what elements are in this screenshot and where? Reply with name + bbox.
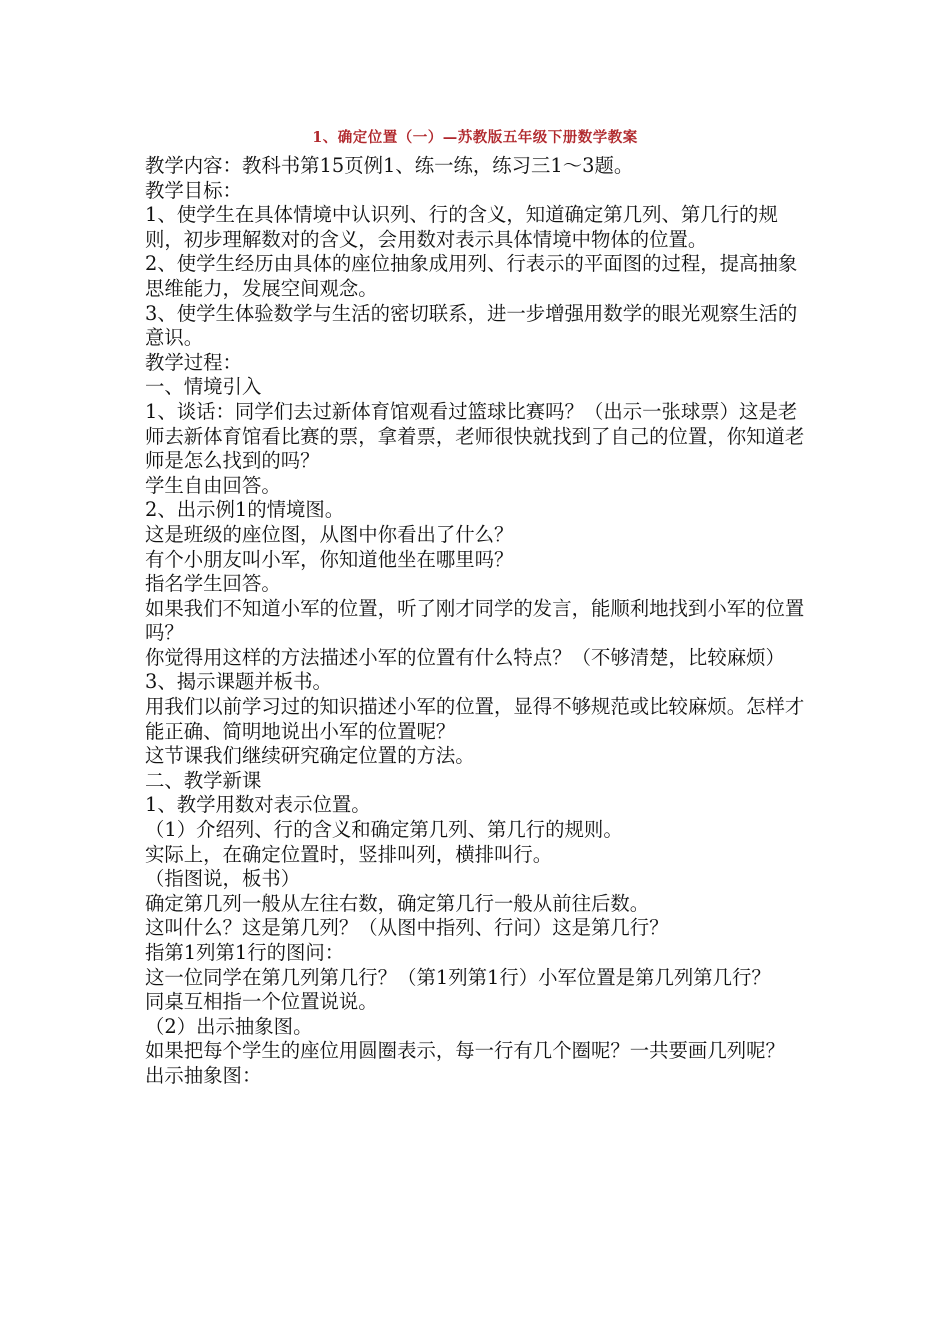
paragraph: 实际上，在确定位置时，竖排叫列，横排叫行。 xyxy=(145,842,553,866)
paragraph: 同桌互相指一个位置说说。 xyxy=(145,990,378,1014)
paragraph: 3、使学生体验数学与生活的密切联系，进一步增强用数学的眼光观察生活的意识。 xyxy=(145,301,798,350)
paragraph: （指图说，板书） xyxy=(145,867,301,891)
paragraph: 有个小朋友叫小军，你知道他坐在哪里吗？ xyxy=(145,547,514,571)
paragraph: 学生自由回答。 xyxy=(145,473,281,497)
paragraph: 如果把每个学生的座位用圆圈表示，每一行有几个圈呢？一共要画几列呢？ xyxy=(145,1039,785,1063)
paragraph: 教学过程： xyxy=(145,350,242,374)
section-heading: 二、教学新课 xyxy=(145,768,262,792)
section-heading: 一、情境引入 xyxy=(145,375,262,399)
paragraph: 教学目标： xyxy=(145,178,242,202)
paragraph: 用我们以前学习过的知识描述小军的位置，显得不够规范或比较麻烦。怎样才能正确、简明地说出小军的位置呢？ xyxy=(145,695,805,743)
paragraph: 1、谈话：同学们去过新体育馆观看过篮球比赛吗？（出示一张球票）这是老师去新体育馆看比赛的票，拿着票，老师很快就找到了自己的位置，你知道老师是怎么找到的吗？ xyxy=(145,399,805,473)
paragraph: 这叫什么？这是第几列？（从图中指列、行问）这是第几行？ xyxy=(145,916,669,940)
paragraph: 指名学生回答。 xyxy=(145,572,281,596)
paragraph: 确定第几列一般从左往右数，确定第几行一般从前往后数。 xyxy=(145,891,650,915)
paragraph: 1、教学用数对表示位置。 xyxy=(145,793,371,817)
paragraph: 教学内容：教科书第15页例1、练一练，练习三1～3题。 xyxy=(145,154,634,177)
paragraph: 你觉得用这样的方法描述小军的位置有什么特点？（不够清楚，比较麻烦） xyxy=(145,645,785,669)
paragraph: 如果我们不知道小军的位置，听了刚才同学的发言，能顺利地找到小军的位置吗？ xyxy=(145,596,805,645)
paragraph: 1、使学生在具体情境中认识列、行的含义，知道确定第几列、第几行的规则，初步理解数对的含义，会用数对表示具体情境中物体的位置。 xyxy=(145,203,778,251)
paragraph: （1）介绍列、行的含义和确定第几列、第几行的规则。 xyxy=(145,818,623,842)
paragraph: 这一位同学在第几列第几行？（第1列第1行）小军位置是第几列第几行？ xyxy=(145,965,771,989)
paragraph: 2、使学生经历由具体的座位抽象成用列、行表示的平面图的过程，提高抽象思维能力，发展空间观念。 xyxy=(145,252,798,300)
paragraph: （2）出示抽象图。 xyxy=(145,1014,313,1038)
document-title: 1、确定位置（一）—苏教版五年级下册数学教案 xyxy=(312,129,638,146)
paragraph: 指第1列第1行的图问： xyxy=(145,941,345,964)
document-body xyxy=(145,154,809,1089)
paragraph: 2、出示例1的情境图。 xyxy=(145,498,345,522)
paragraph: 3、揭示课题并板书。 xyxy=(145,670,332,694)
paragraph: 出示抽象图： xyxy=(145,1063,262,1087)
paragraph: 这是班级的座位图，从图中你看出了什么？ xyxy=(145,522,514,546)
paragraph: 这节课我们继续研究确定位置的方法。 xyxy=(145,744,475,768)
